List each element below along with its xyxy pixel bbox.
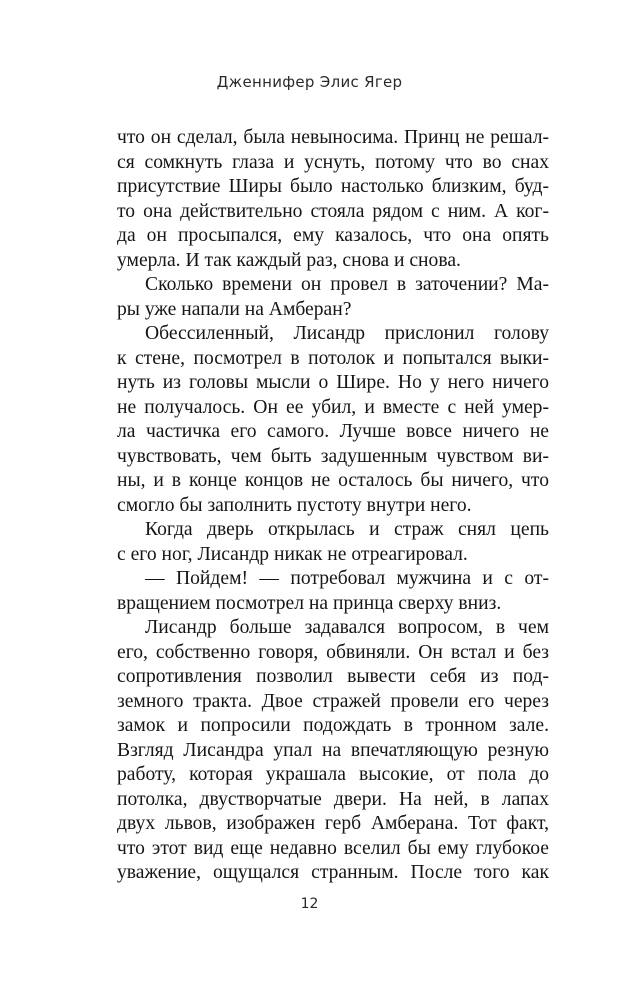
text-line: то она действительно стояла рядом с ним. А ког- <box>117 200 549 222</box>
text-line: Когда дверь открылась и страж снял цепь <box>145 519 549 540</box>
text-line: нуть из головы мысли о Шире. Но у него ничего <box>117 372 549 393</box>
text-line: Сколько времени он провел в заточении? Ма- <box>145 274 549 295</box>
text-line: уважение, ощущался странным. После того как <box>117 862 549 883</box>
text-line: двух львов, изображен герб Амберана. Тот факт, <box>117 813 549 834</box>
text-line: Взгляд Лисандра упал на впечатляющую резную <box>117 739 549 761</box>
text-line: ры уже напали на Амберан? <box>117 298 352 320</box>
text-line: что этот вид еще недавно вселил бы ему глубокое <box>117 837 549 859</box>
text-line: что он сделал, была невыносима. Принц не решал- <box>117 127 549 148</box>
text-line: земного тракта. Двое стражей провели его через <box>117 690 549 712</box>
text-line: потолка, двустворчатые двери. На ней, в лапах <box>117 788 549 810</box>
text-line: да он просыпался, ему казалось, что она опять <box>117 225 549 246</box>
running-head-author: Дженнифер Элис Ягер <box>216 73 403 91</box>
text-line: — Пойдем! — потребовал мужчина и с от- <box>145 568 549 589</box>
text-line: ся сомкнуть глаза и уснуть, потому что во снах <box>117 151 549 173</box>
text-line: вращением посмотрел на принца сверху вниз. <box>117 592 502 614</box>
body-text <box>117 126 549 886</box>
text-line: к стене, посмотрел в потолок и попытался выки- <box>117 347 549 369</box>
text-line: чувствовать, чем быть задушенным чувством ви- <box>117 445 549 467</box>
text-line: с его ног, Лисандр никак не отреагировал. <box>117 543 468 565</box>
text-line: ла частичка его самого. Лучше вовсе ничего не <box>117 421 549 442</box>
page-number: 12 <box>300 896 319 912</box>
text-line: умерла. И так каждый раз, снова и снова. <box>117 249 461 271</box>
text-line: его, собственно говоря, обвиняли. Он встал и без <box>117 641 549 663</box>
text-line: замок и попросили подождать в тронном зале. <box>117 715 549 736</box>
text-line: сопротивления позволил вывести себя из под- <box>117 666 549 687</box>
text-line: Обессиленный, Лисандр прислонил голову <box>145 323 549 344</box>
text-line: не получалось. Он ее убил, и вместе с ней умер- <box>117 396 549 418</box>
text-line: присутствие Ширы было настолько близким, буд- <box>117 176 549 197</box>
text-line: работу, которая украшала высокие, от пола до <box>117 764 549 785</box>
text-line: ны, и в конце концов не осталось бы ничего, что <box>117 470 549 491</box>
text-line: Лисандр больше задавался вопросом, в чем <box>145 617 549 638</box>
text-line: смогло бы заполнить пустоту внутри него. <box>117 494 472 516</box>
